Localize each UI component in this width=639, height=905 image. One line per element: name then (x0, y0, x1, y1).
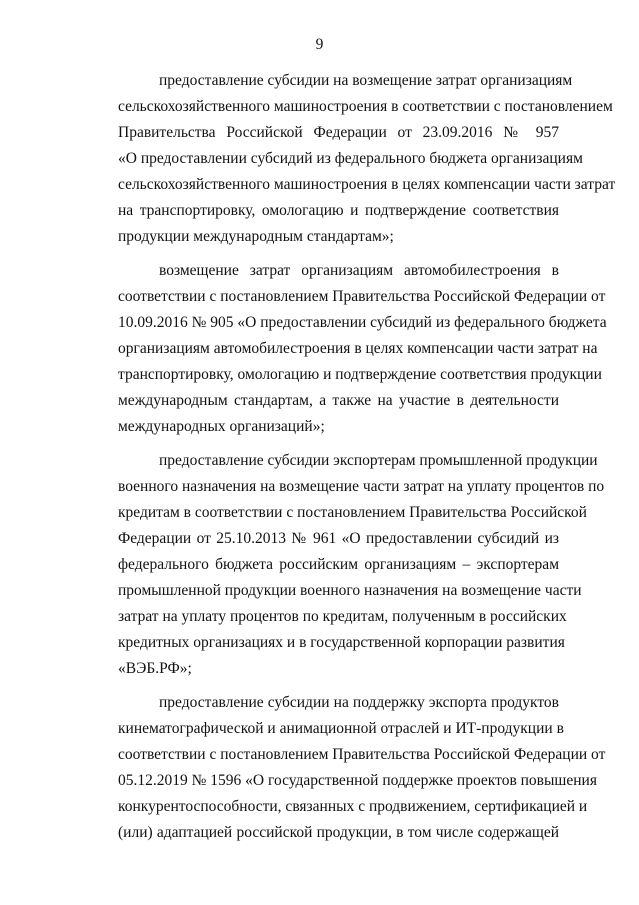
text-line: соответствии с постановлением Правительства Российской Федерации от (118, 746, 606, 763)
text-line: кредитных организациях и в государственной корпорации развития (118, 634, 565, 651)
page-number: 9 (315, 36, 324, 53)
text-line: организациям автомобилестроения в целях компенсации части затрат на (118, 340, 598, 357)
text-line: сельскохозяйственного машиностроения в соответствии с постановлением (118, 98, 613, 115)
text-line: сельскохозяйственного машиностроения в целях компенсации части затрат (118, 176, 616, 193)
text-line: предоставление субсидии на поддержку экспорта продуктов (159, 694, 559, 711)
text-line: на транспортировку, омологацию и подтверждение соответствия (118, 202, 559, 219)
text-line: промышленной продукции военного назначения на возмещение части (118, 582, 582, 599)
text-line: предоставление субсидии на возмещение затрат организациям (159, 72, 573, 89)
paragraph-auto-industry (77, 258, 607, 440)
text-line: продукции международным стандартам»; (118, 228, 394, 245)
text-line: (или) адаптацией российской продукции, в том числе содержащей (118, 824, 559, 841)
text-line: 05.12.2019 № 1596 «О государственной поддержке проектов повышения (118, 772, 597, 789)
text-line: «О предоставлении субсидий из федерального бюджета организациям (118, 150, 583, 167)
text-line: затрат на уплату процентов по кредитам, полученным в российских (118, 608, 567, 625)
text-line: федерального бюджета российским организациям – экспортерам (118, 556, 559, 573)
text-line: транспортировку, омологацию и подтверждение соответствия продукции (118, 366, 602, 383)
paragraph-agri-machinery (77, 68, 616, 250)
text-line: международным стандартам, а также на участие в деятельности (118, 392, 559, 409)
text-line: Правительства Российской Федерации от 23.09.2016 № 957 (118, 124, 559, 141)
text-line: международных организаций»; (118, 418, 325, 435)
document-body (77, 68, 616, 846)
text-line: 10.09.2016 № 905 «О предоставлении субсидий из федерального бюджета (118, 314, 607, 331)
text-line: соответствии с постановлением Правительства Российской Федерации от (118, 288, 606, 305)
text-line: кредитам в соответствии с постановлением Правительства Российской (118, 504, 587, 521)
text-line: военного назначения на возмещение части затрат на уплату процентов по (118, 478, 605, 495)
paragraph-film-it-export (77, 690, 606, 846)
paragraph-military-exporters (77, 448, 605, 682)
text-line: конкурентоспособности, связанных с продвижением, сертификацией и (118, 798, 588, 815)
text-line: Федерации от 25.10.2013 № 961 «О предоставлении субсидий из (118, 530, 559, 547)
text-line: возмещение затрат организациям автомобилестроения в (159, 262, 559, 279)
text-line: кинематографической и анимационной отраслей и ИТ-продукции в (118, 720, 564, 737)
text-line: предоставление субсидии экспортерам промышленной продукции (159, 452, 598, 469)
text-line: «ВЭБ.РФ»; (118, 660, 192, 677)
